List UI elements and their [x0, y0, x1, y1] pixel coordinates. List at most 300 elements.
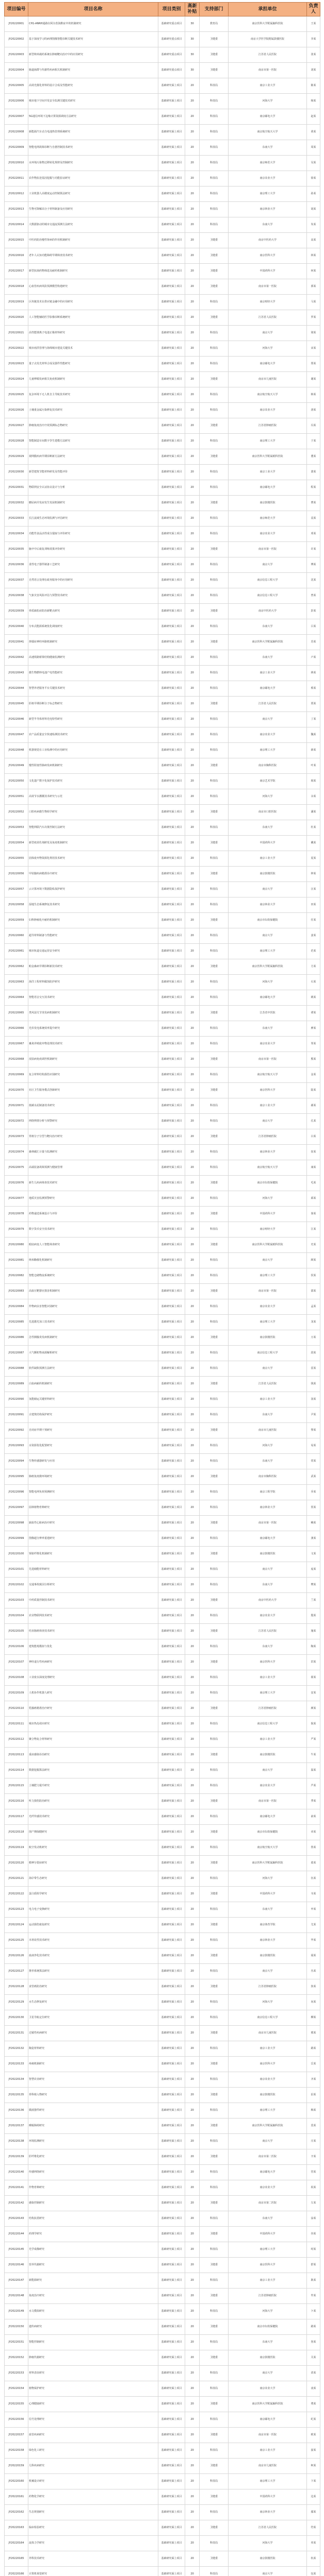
cell-project-name: 新型纳米载药系统在肿瘤靶向治疗中的应用研究: [28, 47, 158, 63]
cell-project-name: 农产品质量安全快速检测技术研究: [28, 727, 158, 743]
cell-project-name: 城市雨洪管理与海绵城市建设关键技术: [28, 341, 158, 357]
cell-institution: 河海大学: [229, 975, 307, 990]
cell-project-name: 量子点发光材料合成及器件性能研究: [28, 357, 158, 372]
cell-project-name: 城市热岛效应研究: [28, 1717, 158, 1732]
cell-department: 科技局: [200, 2412, 229, 2428]
cell-subsidy: 20: [185, 820, 200, 836]
cell-project-category: 基础研究面上项目: [158, 1160, 185, 1176]
cell-project-name: 高效光催化材料的设计合成及性能研究: [28, 78, 158, 94]
cell-project-name: 自然语言处理在政务服务中的应用研究: [28, 573, 158, 588]
cell-project-category: 基础研究面上项目: [158, 418, 185, 434]
table-row: [5, 2258, 320, 2273]
table-row: [5, 1469, 320, 1485]
cell-subsidy: 20: [185, 125, 200, 140]
cell-project-name: 血管疾病研究: [28, 2428, 158, 2443]
cell-leader: 文某: [307, 1547, 320, 1562]
cell-project-id: JY20220015: [5, 233, 28, 248]
cell-department: 卫健委: [200, 697, 229, 712]
cell-institution: 南京农业大学: [229, 2180, 307, 2196]
cell-department: 科技局: [200, 1299, 229, 1315]
cell-leader: 安某: [307, 1686, 320, 1701]
cell-leader: 彭某: [307, 604, 320, 619]
cell-project-category: 基础研究面上项目: [158, 1315, 185, 1330]
cell-project-name: 水资源优化配置研究: [28, 1438, 158, 1454]
table-row: [5, 449, 320, 465]
cell-subsidy: 20: [185, 156, 200, 171]
cell-subsidy: 20: [185, 1238, 200, 1253]
cell-project-category: 基础研究面上项目: [158, 573, 185, 588]
cell-project-name: 光伏发电系统效率提升研究: [28, 1021, 158, 1037]
cell-institution: 南京医科大学附属脑科医院: [229, 16, 307, 32]
cell-project-id: JY20220072: [5, 1114, 28, 1129]
cell-project-id: JY20220146: [5, 2258, 28, 2273]
cell-leader: 郭某: [307, 279, 320, 295]
cell-subsidy: 20: [185, 217, 200, 233]
table-row: [5, 1160, 320, 1176]
cell-subsidy: 20: [185, 2505, 200, 2520]
cell-institution: 南京市妇幼保健院: [229, 2319, 307, 2335]
cell-project-id: JY20220148: [5, 2289, 28, 2304]
cell-leader: 郝某: [307, 1098, 320, 1114]
cell-project-name: 自闭症早期干预研究: [28, 1423, 158, 1438]
cell-subsidy: 20: [185, 1732, 200, 1748]
cell-leader: 朱某: [307, 217, 320, 233]
cell-project-id: JY20220034: [5, 527, 28, 542]
cell-project-category: 基础研究面上项目: [158, 2273, 185, 2289]
cell-institution: 南京市第二医院: [229, 2196, 307, 2211]
cell-subsidy: 20: [185, 1052, 200, 1067]
cell-leader: 雷某: [307, 1361, 320, 1377]
cell-subsidy: 20: [185, 2567, 200, 2576]
cell-subsidy: 20: [185, 1608, 200, 1624]
cell-leader: 尤某: [307, 1918, 320, 1933]
cell-project-id: JY20220010: [5, 156, 28, 171]
cell-department: 科技局: [200, 882, 229, 897]
cell-leader: 钟某: [307, 867, 320, 882]
cell-subsidy: 20: [185, 542, 200, 557]
cell-leader: 秦某: [307, 1207, 320, 1222]
cell-project-category: 基础研究面上项目: [158, 1624, 185, 1639]
cell-project-category: 基础研究重点项目: [158, 63, 185, 78]
cell-project-id: JY20220127: [5, 1964, 28, 1979]
cell-leader: 施某: [307, 1624, 320, 1639]
cell-project-category: 基础研究面上项目: [158, 897, 185, 913]
cell-project-id: JY20220002: [5, 32, 28, 47]
table-row: [5, 774, 320, 789]
cell-institution: 南京邮电大学: [229, 480, 307, 496]
cell-institution: 河海大学: [229, 2536, 307, 2551]
cell-institution: 南京工业大学: [229, 2041, 307, 2057]
cell-project-category: 基础研究面上项目: [158, 434, 185, 449]
cell-project-name: 畜禽养殖废弃物处理技术研究: [28, 1037, 158, 1052]
cell-leader: 伍某: [307, 1871, 320, 1887]
cell-department: 科技局: [200, 557, 229, 573]
cell-leader: 萧某: [307, 465, 320, 480]
cell-project-name: 遗传病研究: [28, 2319, 158, 2335]
cell-project-id: JY20220089: [5, 1377, 28, 1392]
table-row: [5, 1176, 320, 1191]
table-row: [5, 217, 320, 233]
cell-institution: 南京鼓楼医院: [229, 1547, 307, 1562]
cell-project-name: 氢能储运关键材料研究: [28, 1392, 158, 1408]
cell-leader: 丛某: [307, 1964, 320, 1979]
table-row: [5, 1778, 320, 1794]
cell-department: 科技局: [200, 1763, 229, 1778]
cell-project-category: 基础研究面上项目: [158, 2443, 185, 2459]
cell-project-category: 基础研究面上项目: [158, 2227, 185, 2242]
table-row: [5, 341, 320, 357]
cell-subsidy: 20: [185, 2459, 200, 2474]
cell-project-name: 高速铁路桥梁结构健康监测研究: [28, 650, 158, 666]
cell-project-name: 城市轨道交通运营安全研究: [28, 944, 158, 959]
cell-project-id: JY20220066: [5, 1021, 28, 1037]
cell-subsidy: 20: [185, 2489, 200, 2505]
cell-project-name: 古建筑结构保护研究: [28, 1408, 158, 1423]
cell-institution: 河海大学: [229, 2304, 307, 2319]
cell-department: 科技局: [200, 2335, 229, 2350]
cell-project-category: 基础研究面上项目: [158, 341, 185, 357]
cell-project-id: JY20220051: [5, 789, 28, 805]
cell-subsidy: 20: [185, 1299, 200, 1315]
cell-institution: 南京理工大学: [229, 2474, 307, 2489]
cell-project-category: 基础研究面上项目: [158, 557, 185, 573]
cell-department: 科技局: [200, 1686, 229, 1701]
cell-project-name: 功能性食品活性成分提取与评价研究: [28, 527, 158, 542]
cell-project-id: JY20220142: [5, 2196, 28, 2211]
cell-subsidy: 20: [185, 279, 200, 295]
cell-leader: 边某: [307, 2489, 320, 2505]
table-row: [5, 1825, 320, 1840]
cell-department: 卫健委: [200, 1593, 229, 1608]
cell-project-id: JY20220113: [5, 1748, 28, 1763]
cell-project-category: 基础研究面上项目: [158, 1809, 185, 1825]
cell-project-category: 基础研究面上项目: [158, 635, 185, 650]
cell-project-category: 基础研究面上项目: [158, 465, 185, 480]
cell-department: 卫健委: [200, 496, 229, 511]
table-row: [5, 1608, 320, 1624]
cell-institution: 河海大学: [229, 1191, 307, 1207]
cell-subsidy: 20: [185, 1361, 200, 1377]
table-row: [5, 1979, 320, 1995]
cell-subsidy: 20: [185, 959, 200, 975]
cell-department: 卫健委: [200, 63, 229, 78]
cell-leader: 兰某: [307, 1593, 320, 1608]
cell-project-category: 基础研究面上项目: [158, 1918, 185, 1933]
cell-leader: 方某: [307, 959, 320, 975]
cell-project-id: JY20220077: [5, 1191, 28, 1207]
cell-department: 卫健委: [200, 604, 229, 619]
table-row: [5, 1732, 320, 1748]
cell-leader: 任某: [307, 913, 320, 928]
table-row: [5, 465, 320, 480]
cell-institution: 南京市儿童医院: [229, 2026, 307, 2041]
cell-project-id: JY20220029: [5, 449, 28, 465]
cell-department: 科技局: [200, 1608, 229, 1624]
header-leader: 负责人: [307, 3, 320, 16]
cell-subsidy: 20: [185, 2103, 200, 2119]
cell-project-id: JY20220099: [5, 1531, 28, 1547]
table-row: [5, 326, 320, 341]
cell-institution: 南京工业大学: [229, 78, 307, 94]
cell-project-category: 基础研究面上项目: [158, 1840, 185, 1856]
cell-department: 科技局: [200, 2180, 229, 2196]
cell-leader: 欧某: [307, 2428, 320, 2443]
cell-department: 科技局: [200, 650, 229, 666]
cell-project-name: 肿瘤代谢研究: [28, 2350, 158, 2366]
cell-project-category: 基础研究面上项目: [158, 2551, 185, 2567]
cell-institution: 南京市第一医院: [229, 279, 307, 295]
cell-department: 卫健委: [200, 2258, 229, 2273]
cell-institution: 南京邮电大学: [229, 681, 307, 697]
table-row: [5, 1423, 320, 1438]
cell-subsidy: 20: [185, 1948, 200, 1964]
cell-leader: 林某: [307, 248, 320, 264]
cell-project-category: 基础研究面上项目: [158, 2304, 185, 2319]
table-row: [5, 496, 320, 511]
cell-department: 科技局: [200, 125, 229, 140]
cell-project-name: 新生儿疾病筛查技术研究: [28, 1176, 158, 1191]
cell-project-name: 心理健康研究: [28, 2397, 158, 2412]
table-row: [5, 109, 320, 125]
cell-subsidy: 20: [185, 1083, 200, 1098]
cell-leader: 贾某: [307, 697, 320, 712]
cell-institution: 中国药科大学: [229, 1207, 307, 1222]
cell-project-id: JY20220050: [5, 774, 28, 789]
cell-institution: 河海大学: [229, 1871, 307, 1887]
cell-department: 卫健委: [200, 248, 229, 264]
cell-department: 卫健委: [200, 1330, 229, 1346]
cell-leader: 史某: [307, 1238, 320, 1253]
cell-department: 卫健委: [200, 805, 229, 820]
cell-project-id: JY20220014: [5, 217, 28, 233]
cell-department: 卫健委: [200, 2227, 229, 2242]
cell-department: 科技局: [200, 2536, 229, 2551]
cell-subsidy: 20: [185, 1454, 200, 1469]
cell-leader: 程某: [307, 480, 320, 496]
cell-project-name: 水生态修复研究: [28, 1995, 158, 2010]
table-row: [5, 1562, 320, 1578]
cell-subsidy: 20: [185, 2273, 200, 2289]
cell-project-category: 基础研究面上项目: [158, 202, 185, 217]
cell-project-id: JY20220104: [5, 1608, 28, 1624]
cell-institution: 南京鼓楼医院: [229, 1948, 307, 1964]
table-row: [5, 1052, 320, 1067]
cell-leader: 晏某: [307, 2443, 320, 2459]
cell-institution: 江苏省人民医院: [229, 1624, 307, 1639]
table-row: [5, 867, 320, 882]
cell-institution: 南京医科大学附属眼科医院: [229, 449, 307, 465]
cell-project-name: 高端装备故障预测与健康管理: [28, 1160, 158, 1176]
table-row: [5, 202, 320, 217]
cell-subsidy: 20: [185, 109, 200, 125]
cell-leader: 黎某: [307, 1423, 320, 1438]
cell-project-id: JY20220078: [5, 1207, 28, 1222]
cell-department: 卫健委: [200, 867, 229, 882]
cell-department: 卫健委: [200, 542, 229, 557]
table-row: [5, 681, 320, 697]
cell-project-id: JY20220131: [5, 2026, 28, 2041]
cell-project-category: 基础研究面上项目: [158, 449, 185, 465]
cell-department: 卫健委: [200, 372, 229, 387]
cell-project-name: 免疫治疗研究: [28, 2289, 158, 2304]
cell-subsidy: 20: [185, 2536, 200, 2551]
cell-institution: 南京师范大学: [229, 156, 307, 171]
cell-project-name: 海岸带生态研究: [28, 1871, 158, 1887]
cell-project-category: 基础研究面上项目: [158, 511, 185, 527]
cell-leader: 宋某: [307, 341, 320, 357]
cell-department: 科技局: [200, 789, 229, 805]
cell-institution: 南京农业大学: [229, 1299, 307, 1315]
cell-project-name: 过敏性疾病研究: [28, 2026, 158, 2041]
table-row: [5, 573, 320, 588]
cell-project-category: 基础研究面上项目: [158, 2536, 185, 2551]
cell-project-name: 新型半导体材料光电特性研究: [28, 712, 158, 727]
cell-leader: 叶某: [307, 758, 320, 774]
cell-project-category: 基础研究面上项目: [158, 1238, 185, 1253]
cell-institution: 南京财经大学: [229, 1222, 307, 1238]
cell-department: 卫健委: [200, 1006, 229, 1021]
cell-department: 科技局: [200, 1361, 229, 1377]
cell-project-name: 大气颗粒物来源解析研究: [28, 1346, 158, 1361]
cell-project-category: 基础研究面上项目: [158, 727, 185, 743]
cell-project-category: 基础研究面上项目: [158, 2010, 185, 2026]
cell-subsidy: 20: [185, 573, 200, 588]
cell-department: 卫健委: [200, 1052, 229, 1067]
cell-institution: 南京航空航天大学: [229, 1160, 307, 1176]
cell-institution: 南京体育学院: [229, 1918, 307, 1933]
cell-institution: 南京医科大学: [229, 2258, 307, 2273]
cell-department: 卫健委: [200, 2428, 229, 2443]
table-row: [5, 310, 320, 326]
cell-subsidy: 20: [185, 1129, 200, 1145]
cell-project-name: 抑郁症神经环路机制研究: [28, 635, 158, 650]
cell-project-id: JY20220020: [5, 310, 28, 326]
cell-subsidy: 20: [185, 557, 200, 573]
cell-project-id: JY20220100: [5, 1547, 28, 1562]
cell-subsidy: 20: [185, 2520, 200, 2536]
cell-subsidy: 20: [185, 928, 200, 944]
cell-department: 卫健委: [200, 1469, 229, 1485]
cell-project-category: 基础研究面上项目: [158, 1608, 185, 1624]
cell-institution: 南京信息工程大学: [229, 1717, 307, 1732]
cell-institution: 南京市第二医院: [229, 2149, 307, 2165]
cell-subsidy: 20: [185, 1377, 200, 1392]
cell-project-name: 软件缺陷预测方法研究: [28, 1361, 158, 1377]
cell-institution: 南京工业大学: [229, 465, 307, 480]
cell-project-id: JY20220108: [5, 1670, 28, 1686]
cell-project-category: 基础研究面上项目: [158, 2196, 185, 2211]
cell-institution: 南京邮电大学: [229, 357, 307, 372]
cell-subsidy: 20: [185, 511, 200, 527]
cell-leader: 章某: [307, 1825, 320, 1840]
cell-subsidy: 20: [185, 2134, 200, 2149]
table-row: [5, 913, 320, 928]
cell-subsidy: 20: [185, 2010, 200, 2026]
cell-leader: 鄢某: [307, 2505, 320, 2520]
cell-institution: 东南大学: [229, 217, 307, 233]
cell-department: 科技局: [200, 1778, 229, 1794]
cell-department: 科技局: [200, 944, 229, 959]
cell-institution: 南京鼓楼医院: [229, 2088, 307, 2103]
cell-department: 科技局: [200, 851, 229, 867]
cell-project-id: JY20220147: [5, 2273, 28, 2289]
cell-project-id: JY20220032: [5, 496, 28, 511]
cell-department: 科技局: [200, 1114, 229, 1129]
cell-project-name: 新能源研究: [28, 2273, 158, 2289]
cell-department: 卫健委: [200, 32, 229, 47]
cell-project-category: 基础研究面上项目: [158, 140, 185, 156]
header-subsidy: 高新补贴: [185, 3, 200, 16]
table-row: [5, 2520, 320, 2536]
cell-leader: 殷某: [307, 1608, 320, 1624]
cell-project-name: 基于深度学习的病理图像智能诊断关键技术研究: [28, 32, 158, 47]
cell-department: 科技局: [200, 1578, 229, 1593]
cell-subsidy: 20: [185, 1593, 200, 1608]
cell-project-id: JY20220001: [5, 16, 28, 32]
table-row: [5, 928, 320, 944]
cell-project-id: JY20220040: [5, 619, 28, 635]
table-row: [5, 2397, 320, 2412]
cell-department: 科技局: [200, 387, 229, 403]
cell-subsidy: 20: [185, 1670, 200, 1686]
cell-subsidy: 20: [185, 1887, 200, 1902]
cell-project-id: JY20220155: [5, 2397, 28, 2412]
cell-subsidy: 20: [185, 2289, 200, 2304]
cell-department: 科技局: [200, 1732, 229, 1748]
cell-department: 科技局: [200, 1037, 229, 1052]
cell-project-id: JY20220042: [5, 650, 28, 666]
cell-department: 科技局: [200, 511, 229, 527]
cell-project-name: 区块链技术在供应链金融中的应用研究: [28, 295, 158, 310]
cell-institution: 江苏省人民医院: [229, 47, 307, 63]
table-row: [5, 2242, 320, 2258]
cell-project-name: 陶瓷材料研究: [28, 2041, 158, 2057]
cell-project-category: 基础研究面上项目: [158, 2397, 185, 2412]
cell-project-name: 水文模拟研究: [28, 2304, 158, 2319]
cell-department: 卫健委: [200, 1856, 229, 1871]
cell-project-category: 基础研究面上项目: [158, 1361, 185, 1377]
table-row: [5, 2149, 320, 2165]
table-row: [5, 1717, 320, 1732]
cell-project-name: 白血病耐药机制研究: [28, 1377, 158, 1392]
cell-project-name: 信号处理研究: [28, 2412, 158, 2428]
cell-project-id: JY20220035: [5, 542, 28, 557]
cell-subsidy: 20: [185, 1578, 200, 1593]
cell-project-id: JY20220017: [5, 264, 28, 279]
cell-project-name: 航空发动机研究: [28, 1840, 158, 1856]
cell-subsidy: 20: [185, 1021, 200, 1037]
table-row: [5, 434, 320, 449]
cell-project-name: 长江流域生态环境监测与评估研究: [28, 511, 158, 527]
cell-subsidy: 20: [185, 1809, 200, 1825]
cell-project-name: 土壤重金属污染修复技术研究: [28, 403, 158, 418]
cell-leader: 姜某: [307, 928, 320, 944]
cell-subsidy: 20: [185, 94, 200, 109]
table-row: [5, 1129, 320, 1145]
cell-leader: 曹某: [307, 496, 320, 511]
cell-project-id: JY20220097: [5, 1500, 28, 1516]
cell-project-name: 急性胰腺炎发病机制研究: [28, 1330, 158, 1346]
table-row: [5, 387, 320, 403]
cell-institution: 南京财经大学: [229, 295, 307, 310]
cell-project-name: 中医药防治慢性肾病的作用机制研究: [28, 233, 158, 248]
cell-institution: 东南大学: [229, 2335, 307, 2350]
cell-project-id: JY20220006: [5, 94, 28, 109]
table-row: [5, 2489, 320, 2505]
cell-project-category: 基础研究面上项目: [158, 496, 185, 511]
table-row: [5, 2551, 320, 2567]
cell-project-category: 基础研究面上项目: [158, 1330, 185, 1346]
